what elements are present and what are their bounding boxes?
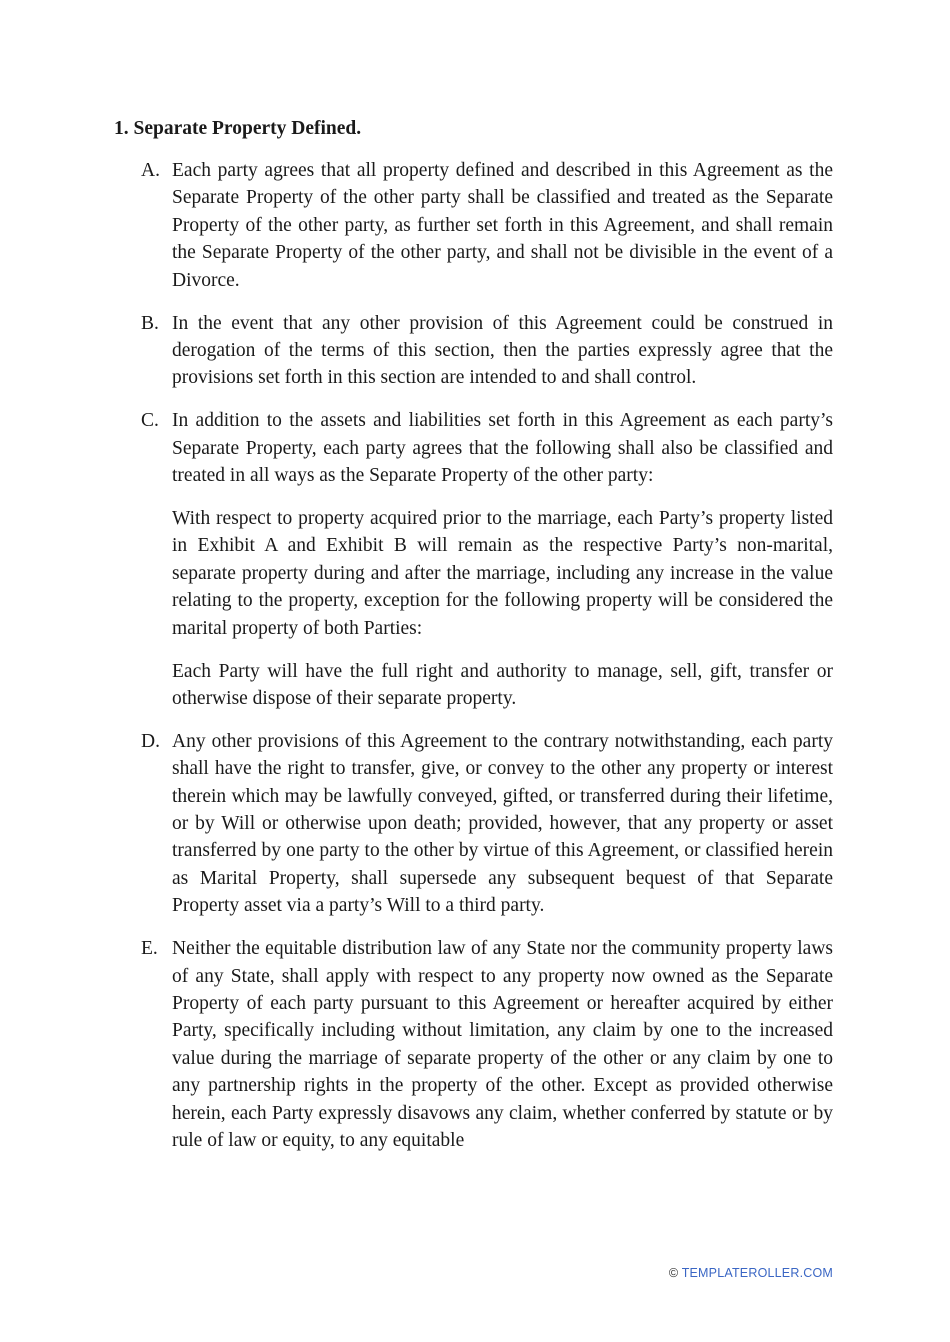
- clause-paragraph: In the event that any other provision of this Agreement could be construed in derogation of the terms of this section, then the parties expressly agree that the provisions set forth in this section are intended to and shall control.: [172, 312, 833, 389]
- section-title: 1. Separate Property Defined.: [114, 118, 362, 139]
- clause-letter: E.: [141, 938, 158, 960]
- clause-paragraph: Any other provisions of this Agreement to the contrary notwithstanding, each party shall have the right to transfer, give, or convey to the other any property or interest therein which may be lawfully conveyed, gifted, or transferred during their lifetime, or by Will or otherwise upon death; provided, however, that any property or asset transferred by one party to the other by virtue of this Agreement, or classified herein as Marital Property, shall supersede any subsequent bequest of that Separate Property asset via a party’s Will to a third party.: [172, 730, 833, 917]
- clause-a: [141, 157, 833, 294]
- clause-letter: B.: [141, 312, 159, 334]
- clause-letter: D.: [141, 730, 160, 752]
- clause-b: [141, 310, 833, 392]
- clause-paragraph: Neither the equitable distribution law of any State nor the community property laws of any State, shall apply with respect to any property now owned as the Separate Property of each party pursuant to this Agreement or hereafter acquired by either Party, specifically including without limitation, any claim by one to the increased value during the marriage of separate property of the other or any claim by one to any partnership rights in the property of the other. Except as provided otherwise herein, each Party expressly disavows any claim, whether conferred by statute or by rule of law or equity, to any equitable: [172, 938, 833, 1151]
- clause-body: [172, 310, 833, 392]
- clause-paragraph: With respect to property acquired prior to the marriage, each Party’s property listed in Exhibit A and Exhibit B will remain as the respective Party’s non-marital, separate property during and after the marriage, including any increase in the value relating to the property, exception for the following property will be considered the marital property of both Parties:: [172, 507, 833, 639]
- clause-letter: C.: [141, 410, 159, 432]
- clause-letter: A.: [141, 160, 160, 181]
- clause-body: [172, 728, 833, 920]
- copyright-icon: ©: [668, 1266, 679, 1280]
- clause-paragraph: Each party agrees that all property defined and described in this Agreement as the Separate Property of the other party shall be classified and treated as the Separate Property of the other party, as further set forth in this Agreement, and shall remain the Separate Property of the other party, and shall not be divisible in the event of a Divorce.: [172, 160, 833, 291]
- clause-paragraph: In addition to the assets and liabilities set forth in this Agreement as each party’s Separate Property, each party agrees that the following shall also be classified and treated in all ways as the Separate Property of the other party:: [172, 410, 833, 487]
- clause-paragraph: Each Party will have the full right and authority to manage, sell, gift, transfer or otherwise dispose of their separate property.: [172, 660, 833, 709]
- clause-c: [141, 407, 833, 712]
- clause-body: [172, 157, 833, 294]
- footer-brand-link[interactable]: TEMPLATEROLLER.COM: [681, 1266, 833, 1280]
- footer-watermark[interactable]: [669, 1266, 833, 1280]
- section-content: [141, 157, 833, 1170]
- clause-body: [172, 935, 833, 1154]
- clause-e: [141, 935, 833, 1154]
- clause-body: [172, 407, 833, 712]
- clause-d: [141, 728, 833, 920]
